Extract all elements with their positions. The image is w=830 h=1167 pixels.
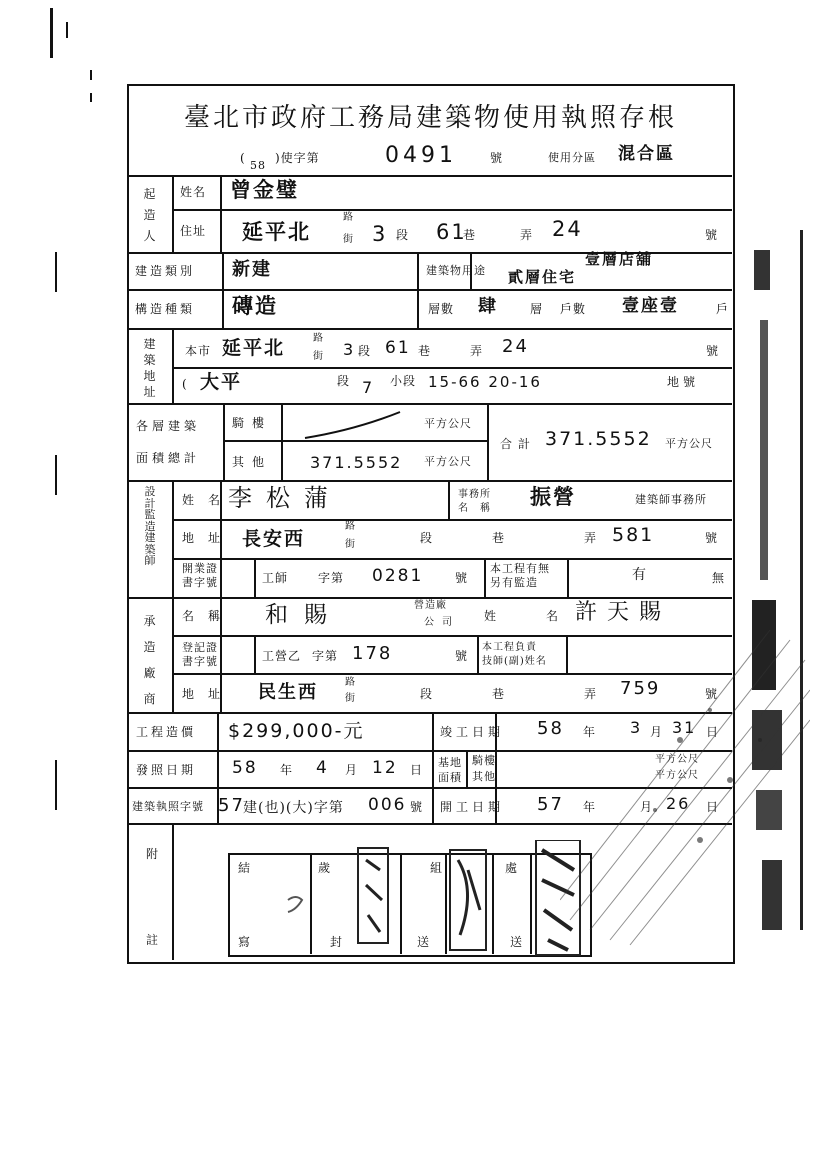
use-label: 建築物用途 [426,264,486,277]
col-divider [172,598,174,712]
issue-m: 月 [345,763,359,777]
category-label: 建造類別 [135,264,196,278]
structure-label: 構造種類 [135,302,196,316]
col-divider [477,636,479,673]
col-divider [254,559,256,597]
completion-day: 31 [672,718,697,737]
row-divider [128,597,732,599]
official-seal-marks [228,840,598,960]
col-divider [172,329,174,403]
form-title: 臺北市政府工務局建築物使用執照存根 [183,103,677,133]
col-divider [432,713,434,823]
cost-label: 工程造價 [136,725,197,739]
architect-engineer-label: 本工程有無 另有監造 [490,562,550,590]
margin-mark [90,93,92,102]
area-arcade-label: 騎樓 [232,416,273,430]
builder-addr-lane-no: 61 [436,220,467,244]
permit-number: 0491 [385,143,457,168]
contractor-reg-prefix: 工營乙 [262,649,302,663]
stamp-label-6: 封 [330,935,344,949]
col-divider [223,404,225,480]
permit-year: 57 [218,795,245,816]
col-divider [254,636,256,673]
start-day: 26 [666,794,691,813]
households-value: 壹座壹 [622,296,679,316]
margin-mark [50,8,53,58]
area-total-label: 合計 [500,437,537,451]
site-hao: 號 [706,344,720,358]
floors-label: 層數 [428,302,455,316]
col-divider [281,404,283,480]
architect-license-no: 0281 [372,566,424,586]
contractor-addr-street: 街 [345,693,356,704]
cost-value: $299,000-元 [228,720,365,742]
builder-addr-section-label: 段 [396,228,410,242]
contractor-addr-label: 地址 [182,687,235,701]
site-lane-no: 61 [385,338,411,358]
completion-m: 月 [650,725,664,739]
site-city-label: 本市 [185,344,212,358]
architect-engineer-value: 有 [632,567,648,583]
col-divider [172,176,174,252]
stamp-label-4: 處 [505,861,519,875]
architect-office-value: 振營 [530,485,576,509]
contractor-firm-type2: 公司 [424,617,460,628]
completion-label: 竣工日期 [440,725,505,739]
contractor-addr-value: 民生西 [258,682,318,703]
completion-year: 58 [537,718,564,739]
site-road-value: 延平北 [222,337,286,359]
col-divider [172,824,174,960]
structure-value: 磚造 [232,294,278,318]
site-section-label2: 段 [358,344,372,358]
floors-value: 肆 [478,296,498,317]
completion-y: 年 [583,725,597,739]
builder-addr-lane-label: 巷 [463,228,477,242]
row-divider [128,480,732,482]
architect-license-label: 開業證 書字號 [182,562,218,590]
contractor-addr-lane: 巷 [492,687,506,701]
architect-addr-label: 地址 [182,531,235,545]
col-divider [448,481,450,519]
site-lane-label: 巷 [418,344,432,358]
permit-hao: 號 [490,151,504,165]
architect-addr-street: 街 [345,539,356,550]
contractor-tech-label: 本工程負責 技師(副)姓名 [482,642,547,667]
contractor-name-label: 名稱 [182,609,235,623]
builder-addr-road: 路 [343,212,354,223]
builder-name-value: 曾金璧 [230,178,299,202]
row-divider [128,328,732,330]
issue-label: 發照日期 [136,763,197,777]
architect-addr-alley: 弄 [584,531,598,545]
row-divider [128,289,732,291]
use-value: 貳層住宅 [508,268,577,286]
issue-day: 12 [372,758,398,778]
contractor-reg-no: 178 [352,643,393,664]
col-divider [487,404,489,480]
permit-prefix: )使字第 [275,151,320,165]
area-other-value: 371.5552 [310,453,403,472]
architect-addr-road: 路 [345,521,356,532]
site-section-no: 3 [343,340,356,359]
diagonal-stamp-smudge [560,620,810,950]
remarks-label-2: 註 [146,933,160,947]
contractor-reg-mid: 字第 [312,649,339,663]
architect-license-prefix: 工師 [262,571,289,585]
issue-d: 日 [410,763,424,777]
col-divider [466,751,468,787]
completion-month: 3 [630,718,643,737]
site-open-paren: ( [182,377,188,391]
area-other-label: 其他 [232,455,273,469]
base-arcade-unit: 平方公尺 [655,754,699,765]
site-district-value: 大平 [200,371,243,393]
start-d: 日 [706,800,720,814]
start-year: 57 [537,794,564,815]
contractor-addr-alley: 弄 [584,687,598,701]
households-label: 戶數 [560,302,587,316]
area-total-value: 371.5552 [545,428,652,450]
site-section-label: 建築地址 [143,337,156,399]
issue-month: 4 [316,758,329,778]
architect-name-value: 李松蒲 [228,484,342,512]
contractor-name-value: 和賜 [265,602,343,628]
site-road-label: 路 [313,333,324,344]
contractor-addr-no: 759 [620,678,661,699]
row-divider [128,403,732,405]
completion-d: 日 [706,725,720,739]
contractor-reg-label: 登記證 書字號 [182,641,218,669]
stamp-label-7: 送 [417,935,431,949]
row-divider [172,519,732,521]
stamp-label-3: 組 [430,861,444,875]
area-section-label-1: 各層建築 [136,419,201,433]
margin-mark [55,760,57,810]
start-label: 開工日期 [440,800,505,814]
col-divider [172,481,174,597]
contractor-firm-type: 營造廠 [414,600,447,611]
site-no-value: 24 [502,336,529,357]
start-m: 月 [640,800,654,814]
remarks-label-1: 附 [146,847,160,861]
builder-addr-value: 延平北 [242,220,311,244]
architect-addr-lane: 巷 [492,531,506,545]
site-alley-label: 弄 [470,344,484,358]
area-section-label-2: 面積總計 [136,451,201,465]
zone-label: 使用分區 [548,151,596,164]
architect-addr-value: 長安西 [242,528,306,550]
floors-unit: 層 [530,302,544,316]
builder-addr-hao: 號 [705,228,719,242]
contractor-reg-hao: 號 [455,649,469,663]
contractor-owner-value: 許天賜 [575,600,672,625]
contractor-addr-road: 路 [345,677,356,688]
margin-mark [55,455,57,495]
zone-value: 混合區 [618,144,675,164]
stamp-label-2: 歲 [318,861,332,875]
col-divider [417,253,419,328]
permit-no: 006 [368,795,407,815]
base-other-unit: 平方公尺 [655,770,699,781]
area-other-unit: 平方公尺 [424,455,472,468]
base-other-label: 其他 [472,770,496,783]
start-y: 年 [583,800,597,814]
year-open-paren: ( [240,151,246,165]
permit-hao-2: 號 [410,800,424,814]
stamp-label-5: 寫 [238,935,252,949]
architect-addr-section: 段 [420,531,434,545]
builder-addr-label: 住址 [180,224,207,238]
architect-office-label: 事務所 名 稱 [458,489,491,514]
site-duan-label: 段 [337,374,351,388]
site-subsec-label: 小段 [390,374,417,388]
col-divider [220,176,222,252]
contractor-owner-label2: 名 [546,609,560,623]
builder-name-label: 姓名 [180,185,207,199]
permit-label: 建築執照字號 [132,800,204,813]
col-divider [222,253,224,328]
architect-license-mid: 字第 [318,571,345,585]
site-subsec-value: 7 [362,378,375,397]
architect-engineer-suffix: 無 [712,571,726,585]
row-divider [223,440,487,442]
row-divider [172,558,732,560]
year-code: 58 [250,159,266,172]
builder-section-label: 起造人 [143,187,156,243]
architect-section-label: 設計監造建築師 [144,485,156,568]
area-arcade-unit: 平方公尺 [424,417,472,430]
stamp-label-1: 結 [238,861,252,875]
site-street-label: 街 [313,351,324,362]
category-value: 新建 [232,259,272,280]
row-divider [172,209,732,211]
margin-mark [66,22,68,38]
issue-y: 年 [280,763,294,777]
row-divider [128,175,732,177]
contractor-addr-section: 段 [420,687,434,701]
builder-addr-no: 24 [552,217,583,241]
architect-name-label: 姓名 [182,493,235,507]
margin-mark [90,70,92,80]
arcade-strike-line [300,410,410,440]
contractor-owner-label: 姓 [484,609,498,623]
builder-addr-street: 街 [343,234,354,245]
architect-addr-no: 581 [612,524,655,546]
base-area-label: 基地 面積 [438,756,462,785]
col-divider [567,559,569,597]
col-divider [484,559,486,597]
contractor-section-label: 承造廠商 [143,614,156,706]
stamp-label-8: 送 [510,935,524,949]
architect-addr-hao: 號 [705,531,719,545]
use-value-2: 壹層店舖 [585,250,654,268]
area-total-unit: 平方公尺 [665,437,713,450]
households-unit: 戶 [716,302,730,316]
contractor-addr-hao: 號 [705,687,719,701]
base-arcade-label: 騎樓 [472,754,496,767]
row-divider [172,367,732,369]
site-lot-value: 15-66 20-16 [428,373,542,391]
architect-license-hao: 號 [455,571,469,585]
issue-year: 58 [232,758,258,778]
builder-addr-section-no: 3 [372,222,388,246]
site-lot-label: 地號 [667,375,700,389]
margin-mark [55,252,57,292]
architect-office-suffix: 建築師事務所 [635,493,707,506]
builder-addr-alley-label: 弄 [520,228,534,242]
permit-mid: 建(也)(大)字第 [243,800,344,816]
